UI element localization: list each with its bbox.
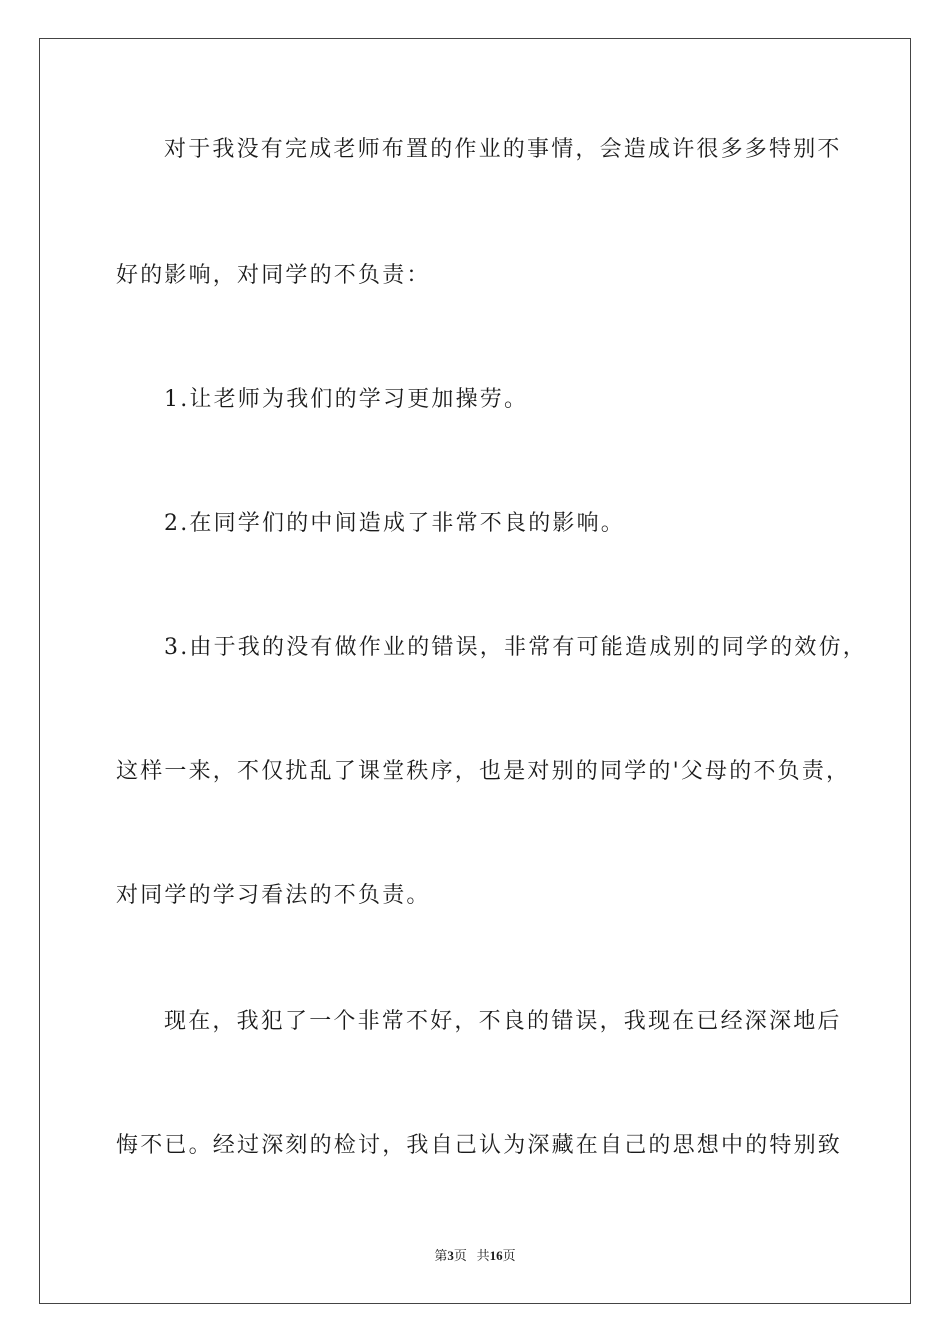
paragraph-line: 这样一来，不仅扰乱了课堂秩序，也是对别的同学的'父母的不负责， xyxy=(116,759,851,784)
footer-page-number: 3 xyxy=(447,1248,454,1263)
footer-total-prefix: 共 xyxy=(476,1248,490,1263)
paragraph-line: 好的影响，对同学的不负责： xyxy=(116,263,431,288)
list-item: 3.由于我的没有做作业的错误，非常有可能造成别的同学的效仿， xyxy=(164,635,867,660)
list-item: 2.在同学们的中间造成了非常不良的影响。 xyxy=(164,511,625,536)
page-border xyxy=(39,38,911,1304)
footer-page-suffix: 页 xyxy=(453,1248,467,1263)
page-footer xyxy=(0,1247,950,1265)
paragraph-line: 对于我没有完成老师布置的作业的事情，会造成许很多多特别不 xyxy=(164,137,842,162)
paragraph-line: 现在，我犯了一个非常不好，不良的错误，我现在已经深深地后 xyxy=(164,1009,842,1034)
list-item: 1.让老师为我们的学习更加操劳。 xyxy=(164,387,529,412)
paragraph-line: 对同学的学习看法的不负责。 xyxy=(116,883,431,908)
footer-page-prefix: 第 xyxy=(434,1248,448,1263)
footer-total-pages: 16 xyxy=(489,1248,503,1263)
paragraph-line: 悔不已。经过深刻的检讨，我自己认为深藏在自己的思想中的特别致 xyxy=(116,1133,843,1158)
footer-total-suffix: 页 xyxy=(502,1248,516,1263)
